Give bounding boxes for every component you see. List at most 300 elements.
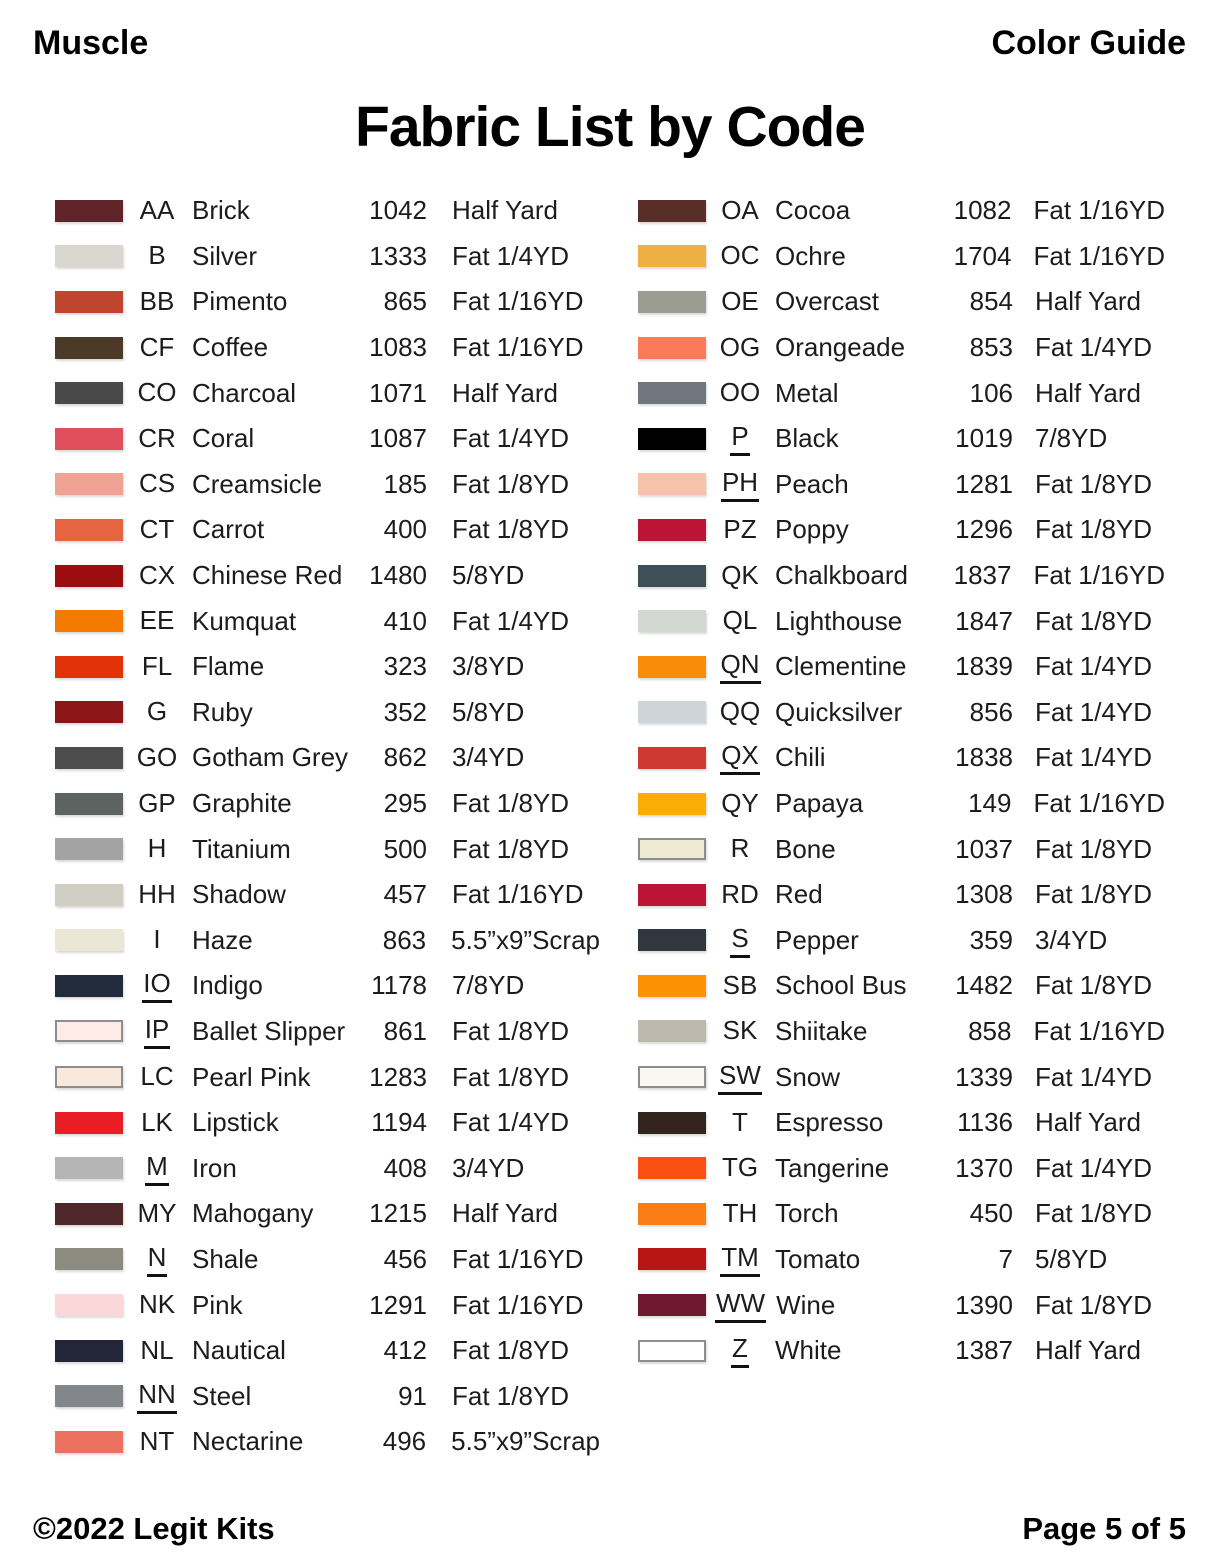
fabric-code: R [730, 833, 750, 864]
fabric-name: Metal [775, 377, 839, 408]
fabric-row [638, 462, 1165, 508]
fabric-yardage: Fat 1/8YD [452, 833, 570, 864]
fabric-row [638, 325, 1165, 371]
color-swatch [55, 428, 123, 450]
fabric-yardage: Fat 1/4YD [1035, 1061, 1153, 1092]
fabric-yardage: Fat 1/4YD [1035, 1152, 1153, 1183]
fabric-name: Flame [192, 651, 265, 682]
fabric-code: N [132, 1242, 182, 1277]
fabric-yardage: Fat 1/4YD [1035, 651, 1153, 682]
fabric-yardage: Fat 1/8YD [1035, 970, 1153, 1001]
fabric-code: B [148, 240, 166, 271]
fabric-name: Chinese Red [192, 560, 343, 591]
fabric-yardage: Fat 1/4YD [1035, 742, 1153, 773]
header-doc-type: Color Guide [991, 24, 1186, 62]
page-title: Fabric List by Code [355, 95, 865, 159]
fabric-number: 500 [383, 833, 427, 864]
fabric-row [638, 644, 1165, 690]
fabric-code: AA [139, 194, 175, 225]
fabric-yardage: Fat 1/4YD [452, 605, 570, 636]
color-swatch [55, 1020, 123, 1042]
fabric-number: 295 [383, 788, 427, 819]
fabric-name: Papaya [775, 788, 864, 819]
fabric-column-right [638, 188, 1165, 1373]
fabric-name: Haze [192, 924, 253, 955]
fabric-number: 1839 [955, 651, 1013, 682]
color-swatch [55, 1385, 123, 1407]
fabric-code: CX [138, 559, 176, 590]
fabric-name: Pink [192, 1289, 243, 1320]
color-swatch [55, 1431, 123, 1453]
fabric-number: 408 [383, 1152, 427, 1183]
fabric-number: 7 [998, 1243, 1013, 1274]
color-swatch [55, 929, 123, 951]
fabric-name: Silver [192, 240, 258, 271]
fabric-code: M [132, 1151, 182, 1186]
fabric-yardage: Fat 1/8YD [1035, 468, 1153, 499]
fabric-row [55, 1100, 600, 1146]
fabric-name: Shale [192, 1243, 259, 1274]
color-swatch [638, 1294, 706, 1316]
fabric-name: Espresso [775, 1107, 884, 1138]
fabric-number: 863 [382, 924, 427, 955]
fabric-yardage: Fat 1/4YD [452, 240, 570, 271]
fabric-yardage: Half Yard [1035, 1335, 1141, 1366]
fabric-yardage: Fat 1/16YD [1033, 560, 1165, 591]
fabric-code: P [715, 421, 765, 456]
fabric-number: 1082 [953, 195, 1012, 226]
fabric-name: Coral [192, 423, 255, 454]
color-swatch [55, 337, 123, 359]
fabric-row [55, 781, 600, 827]
fabric-name: Tangerine [775, 1152, 890, 1183]
fabric-name: Pearl Pink [192, 1061, 311, 1092]
color-swatch [55, 245, 123, 267]
color-swatch [638, 610, 706, 632]
fabric-code: QN [715, 649, 765, 684]
fabric-number: 1333 [369, 240, 427, 271]
color-swatch [55, 565, 123, 587]
fabric-row [638, 918, 1165, 964]
fabric-number: 106 [969, 377, 1013, 408]
color-swatch [55, 473, 123, 495]
fabric-yardage: 3/4YD [452, 742, 525, 773]
fabric-yardage: Fat 1/8YD [452, 1015, 570, 1046]
fabric-name: Chili [775, 742, 826, 773]
fabric-code: MY [137, 1197, 177, 1228]
color-swatch [55, 382, 123, 404]
fabric-code: T [732, 1106, 748, 1137]
color-swatch [55, 291, 123, 313]
color-swatch [638, 519, 706, 541]
fabric-name: Wine [776, 1289, 836, 1320]
fabric-code: GO [136, 741, 178, 772]
fabric-yardage: 5/8YD [452, 696, 525, 727]
fabric-row [638, 781, 1165, 827]
fabric-number: 412 [383, 1335, 427, 1366]
fabric-row [55, 553, 600, 599]
fabric-yardage: Fat 1/16YD [452, 879, 584, 910]
fabric-row [55, 1009, 600, 1055]
fabric-code: S [715, 923, 765, 958]
fabric-row [55, 826, 600, 872]
fabric-row [638, 1237, 1165, 1283]
fabric-row [55, 598, 600, 644]
fabric-code: CO [137, 377, 177, 408]
fabric-number: 1847 [955, 605, 1013, 636]
color-swatch [638, 1020, 706, 1042]
fabric-name: Cocoa [775, 195, 851, 226]
color-swatch [638, 1203, 706, 1225]
fabric-row [55, 872, 600, 918]
fabric-yardage: Fat 1/8YD [1035, 833, 1153, 864]
fabric-yardage: Half Yard [1035, 1107, 1141, 1138]
fabric-code: OO [719, 377, 761, 408]
fabric-name: Clementine [775, 651, 907, 682]
fabric-number: 856 [969, 696, 1013, 727]
fabric-yardage: 7/8YD [452, 970, 525, 1001]
fabric-number: 1370 [955, 1152, 1013, 1183]
fabric-yardage: Fat 1/8YD [452, 1335, 570, 1366]
fabric-row [55, 1145, 600, 1191]
color-swatch [638, 929, 706, 951]
fabric-yardage: Fat 1/8YD [1035, 514, 1153, 545]
fabric-row [55, 644, 600, 690]
color-swatch [638, 565, 706, 587]
color-swatch [55, 975, 123, 997]
fabric-code: NL [140, 1334, 174, 1365]
fabric-code: PZ [723, 513, 757, 544]
fabric-code: H [147, 833, 167, 864]
fabric-row [55, 918, 600, 964]
color-swatch [55, 519, 123, 541]
fabric-number: 1838 [955, 742, 1013, 773]
color-swatch [638, 793, 706, 815]
color-swatch [638, 1248, 706, 1270]
fabric-row [55, 1191, 600, 1237]
color-swatch [55, 793, 123, 815]
fabric-number: 865 [383, 286, 427, 317]
fabric-yardage: Half Yard [452, 1198, 558, 1229]
color-swatch [638, 838, 706, 860]
fabric-yardage: Half Yard [1035, 377, 1141, 408]
color-swatch [638, 701, 706, 723]
fabric-number: 862 [383, 742, 427, 773]
fabric-code: IP [132, 1014, 182, 1049]
color-swatch [638, 975, 706, 997]
color-swatch [55, 1203, 123, 1225]
fabric-number: 1194 [371, 1107, 427, 1138]
fabric-number: 1215 [369, 1198, 427, 1229]
fabric-code: OG [719, 331, 761, 362]
fabric-name: Poppy [775, 514, 849, 545]
fabric-row [55, 1373, 600, 1419]
fabric-number: 1390 [955, 1289, 1013, 1320]
fabric-name: Creamsicle [192, 468, 323, 499]
fabric-number: 352 [383, 696, 427, 727]
color-swatch [55, 1294, 123, 1316]
fabric-code: WW [715, 1288, 766, 1323]
fabric-yardage: 5.5”x9”Scrap [451, 1426, 600, 1457]
fabric-code: QY [721, 787, 759, 818]
fabric-number: 410 [383, 605, 427, 636]
color-swatch [638, 1157, 706, 1179]
fabric-code: QL [722, 605, 758, 636]
fabric-row [638, 735, 1165, 781]
color-swatch [55, 610, 123, 632]
fabric-yardage: Fat 1/16YD [452, 1289, 584, 1320]
fabric-number: 1071 [369, 377, 427, 408]
fabric-row [55, 1419, 600, 1465]
fabric-row [638, 1282, 1165, 1328]
color-swatch [55, 701, 123, 723]
fabric-row [55, 370, 600, 416]
fabric-number: 1087 [369, 423, 427, 454]
fabric-number: 359 [969, 924, 1013, 955]
fabric-row [638, 188, 1165, 234]
fabric-name: Carrot [192, 514, 265, 545]
color-swatch [638, 245, 706, 267]
fabric-yardage: Fat 1/8YD [452, 788, 570, 819]
fabric-number: 1704 [953, 240, 1012, 271]
fabric-name: Gotham Grey [192, 742, 349, 773]
fabric-code: Z [715, 1333, 765, 1368]
color-swatch [55, 1066, 123, 1088]
footer-copyright: ©2022 Legit Kits [33, 1511, 275, 1546]
fabric-name: Ballet Slipper [192, 1015, 346, 1046]
fabric-name: Peach [775, 468, 849, 499]
fabric-number: 1296 [955, 514, 1013, 545]
fabric-row [638, 1191, 1165, 1237]
color-swatch [638, 747, 706, 769]
fabric-code: LC [140, 1061, 174, 1092]
fabric-row [638, 690, 1165, 736]
fabric-name: Brick [192, 195, 250, 226]
fabric-row [638, 963, 1165, 1009]
fabric-code: SW [715, 1060, 765, 1095]
fabric-number: 1136 [957, 1107, 1013, 1138]
fabric-row [638, 1328, 1165, 1374]
fabric-row [638, 416, 1165, 462]
fabric-row [638, 1009, 1165, 1055]
fabric-row [638, 553, 1165, 599]
fabric-number: 1042 [369, 195, 427, 226]
color-swatch [55, 1248, 123, 1270]
fabric-row [55, 234, 600, 280]
fabric-yardage: Fat 1/16YD [452, 286, 584, 317]
fabric-number: 456 [383, 1243, 427, 1274]
color-swatch [55, 1157, 123, 1179]
fabric-row [638, 1054, 1165, 1100]
fabric-row [638, 1100, 1165, 1146]
fabric-row [55, 462, 600, 508]
fabric-yardage: 5/8YD [1035, 1243, 1108, 1274]
fabric-name: Quicksilver [775, 696, 903, 727]
fabric-code: RD [721, 878, 759, 909]
fabric-number: 496 [382, 1426, 427, 1457]
fabric-code: QQ [719, 696, 761, 727]
fabric-yardage: Fat 1/8YD [1035, 605, 1153, 636]
fabric-name: Charcoal [192, 377, 297, 408]
fabric-yardage: 7/8YD [1035, 423, 1108, 454]
fabric-yardage: Fat 1/4YD [1035, 332, 1153, 363]
fabric-name: Chalkboard [775, 560, 908, 591]
color-swatch [638, 382, 706, 404]
fabric-code: OA [721, 194, 759, 225]
fabric-yardage: Fat 1/16YD [452, 1243, 584, 1274]
fabric-name: Red [775, 879, 823, 910]
fabric-row [638, 234, 1165, 280]
header-project-name: Muscle [33, 24, 149, 62]
fabric-name: Nautical [192, 1335, 286, 1366]
color-swatch [638, 473, 706, 495]
fabric-number: 400 [383, 514, 427, 545]
fabric-code: FL [141, 650, 173, 681]
fabric-yardage: Fat 1/16YD [1033, 788, 1165, 819]
fabric-number: 1283 [369, 1061, 427, 1092]
fabric-number: 1291 [369, 1289, 427, 1320]
fabric-name: Nectarine [192, 1426, 304, 1457]
fabric-yardage: Fat 1/16YD [452, 332, 584, 363]
fabric-name: Overcast [775, 286, 880, 317]
fabric-number: 1482 [955, 970, 1013, 1001]
fabric-name: Snow [775, 1061, 841, 1092]
fabric-yardage: Fat 1/16YD [1033, 240, 1165, 271]
fabric-name: Tomato [775, 1243, 861, 1274]
fabric-row [55, 416, 600, 462]
fabric-yardage: Fat 1/4YD [1035, 696, 1153, 727]
color-swatch [638, 1112, 706, 1134]
fabric-yardage: Half Yard [1035, 286, 1141, 317]
fabric-yardage: Fat 1/8YD [1035, 1198, 1153, 1229]
fabric-yardage: Fat 1/8YD [1035, 879, 1153, 910]
fabric-code: SB [722, 969, 758, 1000]
fabric-name: Ochre [775, 240, 846, 271]
fabric-row [55, 1237, 600, 1283]
fabric-code: QK [721, 559, 759, 590]
fabric-name: Ruby [192, 696, 253, 727]
fabric-list [55, 188, 1165, 1465]
color-swatch [638, 884, 706, 906]
fabric-row [55, 690, 600, 736]
fabric-number: 149 [968, 788, 1012, 819]
fabric-name: Coffee [192, 332, 269, 363]
fabric-column-left [55, 188, 600, 1465]
color-swatch [638, 1340, 706, 1362]
fabric-row [638, 507, 1165, 553]
fabric-code: CR [138, 422, 176, 453]
fabric-row [638, 826, 1165, 872]
fabric-row [55, 1282, 600, 1328]
fabric-row [55, 188, 600, 234]
fabric-row [638, 370, 1165, 416]
fabric-code: HH [138, 878, 176, 909]
fabric-name: Steel [192, 1380, 252, 1411]
fabric-yardage: Half Yard [452, 377, 558, 408]
fabric-code: IO [132, 968, 182, 1003]
fabric-row [55, 325, 600, 371]
fabric-number: 450 [969, 1198, 1013, 1229]
color-swatch [55, 838, 123, 860]
fabric-name: Lighthouse [775, 605, 903, 636]
fabric-row [55, 1328, 600, 1374]
fabric-number: 853 [969, 332, 1013, 363]
color-swatch [55, 747, 123, 769]
fabric-name: Lipstick [192, 1107, 279, 1138]
fabric-code: TH [722, 1197, 758, 1228]
fabric-code: GP [138, 787, 176, 818]
fabric-number: 91 [398, 1380, 427, 1411]
fabric-code: QX [715, 740, 765, 775]
fabric-number: 323 [383, 651, 427, 682]
fabric-number: 1308 [955, 879, 1013, 910]
color-swatch [638, 291, 706, 313]
fabric-number: 1387 [955, 1335, 1013, 1366]
fabric-code: NN [132, 1379, 182, 1414]
fabric-code: NK [138, 1289, 176, 1320]
fabric-code: SK [722, 1015, 758, 1046]
fabric-name: Shadow [192, 879, 286, 910]
fabric-number: 1019 [955, 423, 1013, 454]
fabric-code: BB [139, 285, 175, 316]
fabric-name: Torch [775, 1198, 839, 1229]
fabric-yardage: Fat 1/8YD [452, 514, 570, 545]
fabric-yardage: 5/8YD [452, 560, 525, 591]
fabric-name: Shiitake [775, 1015, 868, 1046]
fabric-number: 854 [969, 286, 1013, 317]
fabric-number: 1339 [955, 1061, 1013, 1092]
fabric-name: Black [775, 423, 839, 454]
fabric-code: CF [139, 331, 175, 362]
fabric-yardage: Fat 1/8YD [452, 468, 570, 499]
fabric-name: Titanium [192, 833, 291, 864]
fabric-name: Graphite [192, 788, 292, 819]
color-swatch [55, 884, 123, 906]
fabric-name: Pepper [775, 924, 859, 955]
fabric-number: 858 [968, 1015, 1012, 1046]
fabric-code: NT [139, 1425, 175, 1456]
fabric-code: TM [715, 1242, 765, 1277]
fabric-row [638, 598, 1165, 644]
fabric-code: EE [139, 605, 175, 636]
fabric-yardage: Fat 1/8YD [452, 1061, 570, 1092]
fabric-code: CT [139, 513, 175, 544]
color-swatch [638, 656, 706, 678]
fabric-yardage: 3/4YD [1035, 924, 1108, 955]
fabric-yardage: Fat 1/8YD [452, 1380, 570, 1411]
fabric-yardage: Fat 1/4YD [452, 423, 570, 454]
color-swatch [55, 200, 123, 222]
fabric-name: Orangeade [775, 332, 906, 363]
fabric-number: 1281 [955, 468, 1013, 499]
color-swatch [638, 337, 706, 359]
fabric-number: 861 [383, 1015, 427, 1046]
fabric-number: 1083 [369, 332, 427, 363]
fabric-code: CS [138, 468, 176, 499]
fabric-yardage: 3/8YD [452, 651, 525, 682]
color-swatch [55, 1112, 123, 1134]
fabric-number: 185 [383, 468, 427, 499]
fabric-code: I [153, 924, 161, 955]
fabric-name: Kumquat [192, 605, 297, 636]
fabric-name: Iron [192, 1152, 237, 1183]
fabric-name: School Bus [775, 970, 907, 1001]
fabric-number: 1837 [953, 560, 1012, 591]
fabric-yardage: Half Yard [452, 195, 558, 226]
fabric-number: 1480 [369, 560, 427, 591]
fabric-row [55, 1054, 600, 1100]
fabric-name: Mahogany [192, 1198, 314, 1229]
